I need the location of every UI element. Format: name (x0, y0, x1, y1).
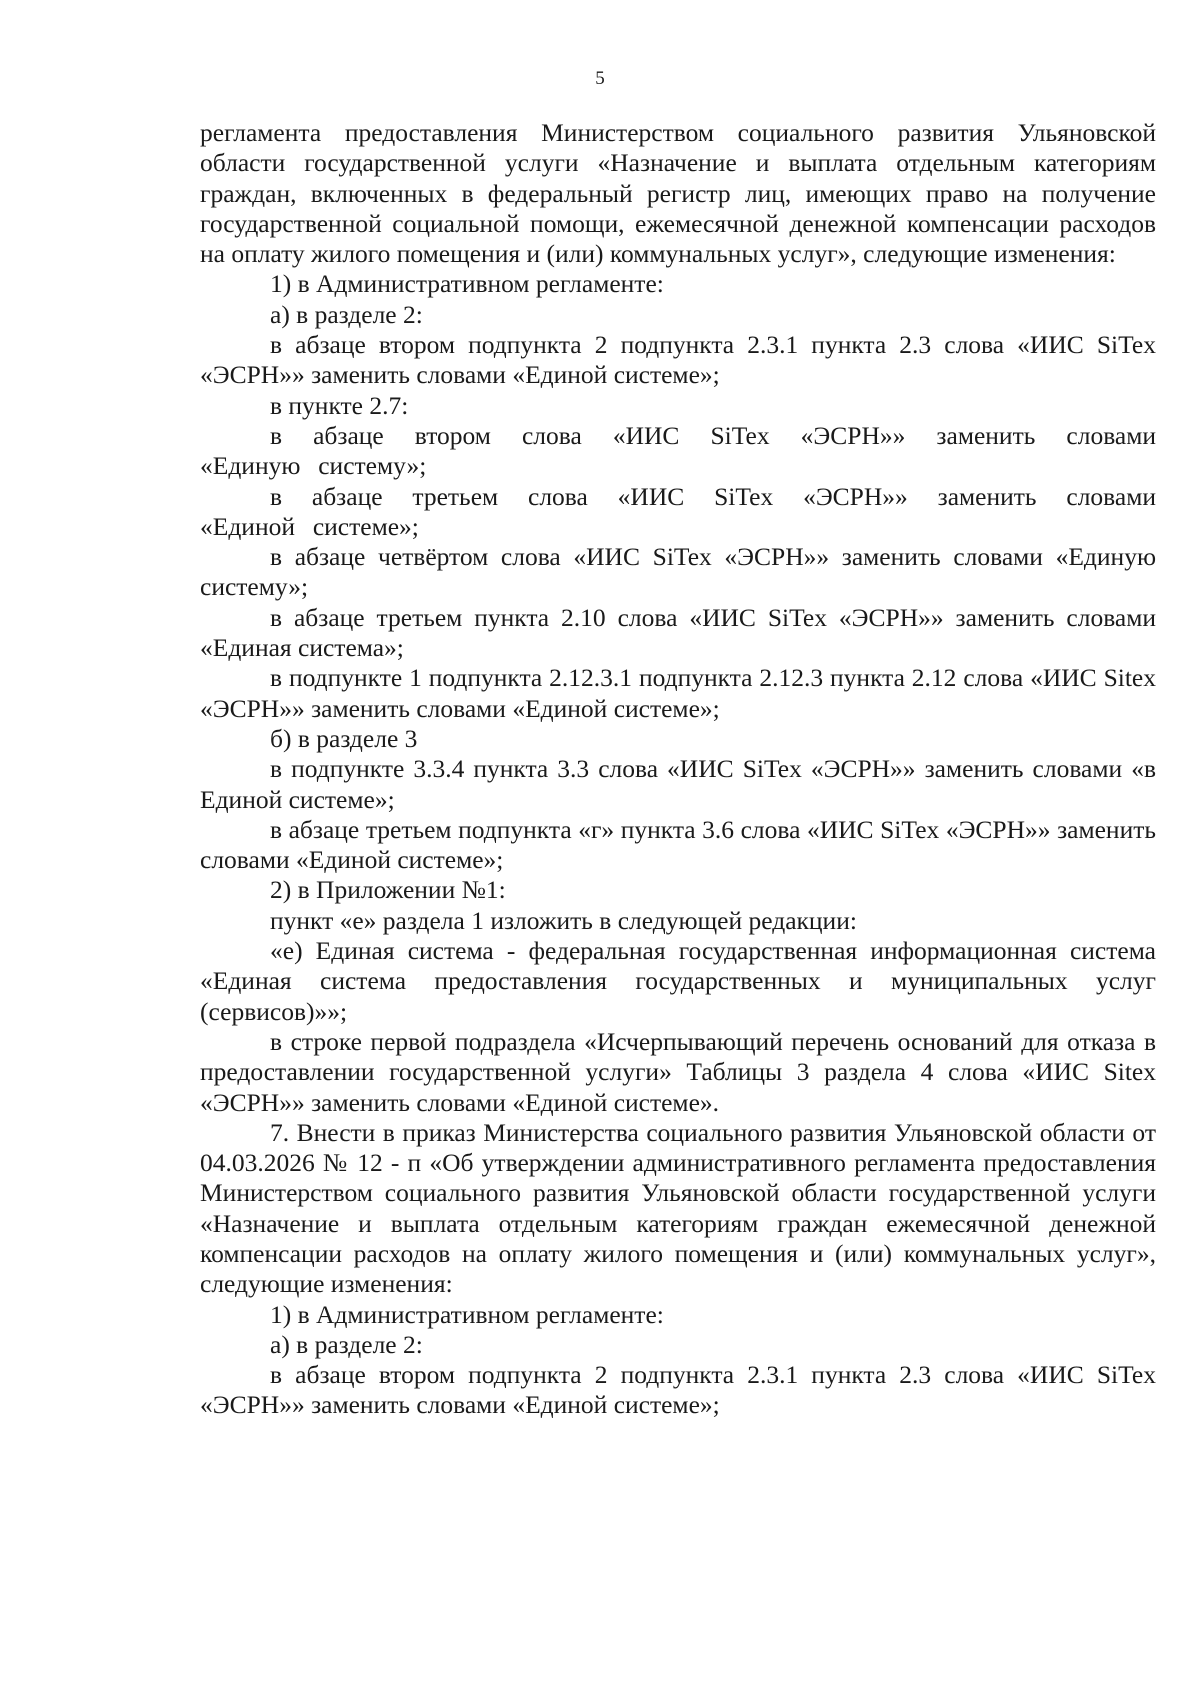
paragraph-amendment: в абзаце третьем слова «ИИС SiTex «ЭСРН»» заменить словами «Единой системе»; (200, 481, 1156, 541)
paragraph-amendment: в абзаце третьем пункта 2.10 слова «ИИС SiTex «ЭСРН»» заменить словами «Единая система»; (200, 602, 1156, 663)
document-body (200, 118, 1156, 1421)
paragraph-amendment: в подпункте 1 подпункта 2.12.3.1 подпункта 2.12.3 пункта 2.12 слова «ИИС Sitex «ЭСРН»» заменить словами «Единой системе»; (200, 663, 1156, 723)
page-number: 5 (595, 68, 605, 89)
paragraph-amendment: в строке первой подраздела «Исчерпывающий перечень оснований для отказа в предоставлении государственной услуги» Таблицы 3 раздела 4 слова «ИИС Sitex «ЭСРН»» заменить словами «Единой системе». (200, 1026, 1156, 1117)
paragraph-amendment: в абзаце третьем подпункта «г» пункта 3.6 слова «ИИС SiTex «ЭСРН»» заменить словами «Единой системе»; (200, 814, 1156, 875)
paragraph-amendment: в абзаце втором слова «ИИС SiTex «ЭСРН»» заменить словами «Единую систему»; (200, 420, 1156, 481)
paragraph-amendment: в подпункте 3.3.4 пункта 3.3 слова «ИИС SiTex «ЭСРН»» заменить словами «в Единой системе»; (200, 754, 1156, 814)
paragraph-item-a: а) в разделе 2: (270, 299, 423, 329)
paragraph-item-1: 1) в Административном регламенте: (270, 269, 664, 299)
paragraph-item-2: 2) в Приложении №1: (270, 875, 506, 905)
paragraph-amendment: в абзаце четвёртом слова «ИИС SiTex «ЭСРН»» заменить словами «Единую систему»; (200, 542, 1156, 602)
paragraph-continuation: регламента предоставления Министерством социального развития Ульяновской области государственной услуги «Назначение и выплата отдельным категориям граждан, включенных в федеральный регистр лиц, имеющих право на получение государственной социальной помощи, ежемесячной денежной компенсации расходов на оплату жилого помещения и (или) коммунальных услуг», следующие изменения: (200, 118, 1156, 269)
paragraph-amendment: в абзаце втором подпункта 2 подпункта 2.3.1 пункта 2.3 слова «ИИС SiTex «ЭСРН»» заменить словами «Единой системе»; (200, 330, 1156, 390)
paragraph-item-7: 7. Внести в приказ Министерства социального развития Ульяновской области от 04.03.2026 № 12 - п «Об утверждении административного регламента предоставления Министерством социального развития Ульяновской области государственной услуги «Назначение и выплата отдельным категориям граждан ежемесячной денежной компенсации расходов на оплату жилого помещения и (или) коммунальных услуг», следующие изменения: (200, 1117, 1156, 1299)
paragraph-definition: «е) Единая система - федеральная государственная информационная система «Единая система предоставления государственных и муниципальных услуг (сервисов)»»; (200, 936, 1156, 1026)
paragraph-item-1: 1) в Административном регламенте: (270, 1299, 664, 1329)
paragraph-amendment: в пункте 2.7: (270, 390, 409, 420)
paragraph-amendment: пункт «е» раздела 1 изложить в следующей редакции: (270, 905, 857, 935)
paragraph-amendment: в абзаце втором подпункта 2 подпункта 2.3.1 пункта 2.3 слова «ИИС SiTex «ЭСРН»» заменить словами «Единой системе»; (200, 1360, 1156, 1420)
paragraph-item-b: б) в разделе 3 (270, 723, 418, 753)
paragraph-item-a: а) в разделе 2: (270, 1329, 423, 1359)
